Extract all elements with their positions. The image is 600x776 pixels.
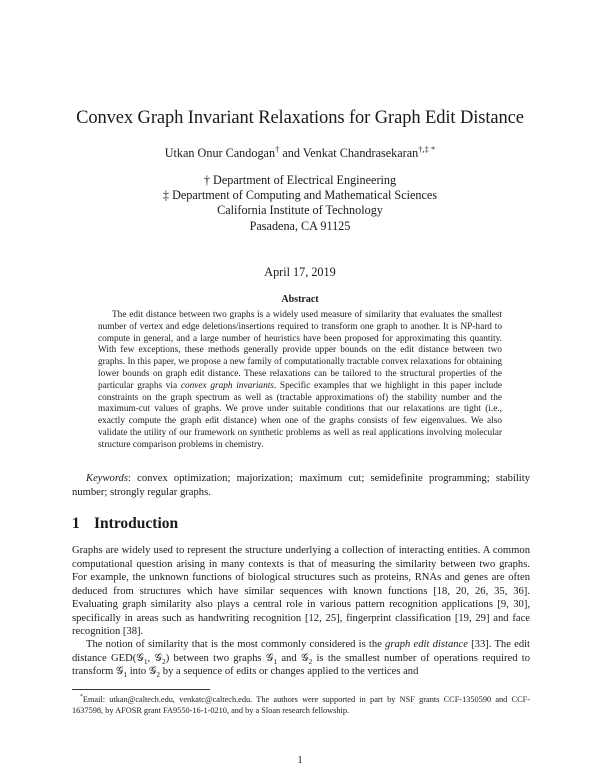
keywords-text: : convex optimization; majorization; maximum cut; semidefinite programming; stability number; strongly regular graphs.	[72, 473, 530, 498]
para2-emphasis: graph edit distance	[385, 639, 468, 650]
author-2-mark: †,‡ *	[418, 143, 436, 154]
footnote	[72, 694, 530, 716]
abstract-heading: Abstract	[281, 294, 319, 305]
para2-text: into 𝒢	[127, 666, 157, 677]
abstract-emphasis: convex graph invariants	[180, 380, 274, 391]
section-heading	[72, 515, 178, 533]
para2-text: ) between two graphs 𝒢	[165, 652, 274, 664]
affiliation-line: † Department of Electrical Engineering	[203, 173, 397, 187]
keywords-label: Keywords	[86, 473, 128, 484]
para2-text: by a sequence of edits or changes applied to the vertices and	[160, 666, 419, 677]
subscript: 2	[308, 656, 313, 666]
abstract-text	[98, 310, 502, 452]
footnote-mark: *	[80, 694, 83, 701]
para2-text: is the smallest number of operations required to transform 𝒢	[72, 652, 531, 677]
page-number: 1	[297, 755, 303, 766]
author-1-mark: †	[275, 143, 280, 154]
affiliation-line: ‡ Department of Computing and Mathematical Sciences	[162, 188, 438, 203]
footnote-divider	[72, 689, 210, 690]
keywords	[72, 472, 530, 499]
author-line	[0, 143, 600, 161]
author-2: Venkat Chandrasekaran	[302, 146, 419, 160]
author-1: Utkan Onur Candogan	[164, 146, 276, 160]
abstract-part-2: . Specific examples that we highlight in this paper include constraints on the graph spectrum as well as (tractable approximations of) the stability number and the maximum-cut values of graphs. We prove under suitable conditions that our relaxations are tight (i.e., exactly compute the graph edit distance) when one of the graphs consists of few eigenvalues. We also validate the utility of our framework on synthetic problems as well as real applications involving molecular structure comparison problems in chemistry.	[98, 380, 503, 450]
subscript: 1	[273, 656, 278, 666]
para2-text: , 𝒢	[147, 652, 163, 664]
paper-title: Convex Graph Invariant Relaxations for Graph Edit Distance	[76, 108, 524, 128]
section-number: 1	[72, 515, 80, 532]
subscript: 2	[156, 670, 161, 680]
para2-text: [33]. The edit distance GED(𝒢	[72, 639, 531, 664]
para2-text: The notion of similarity that is the most commonly considered is the	[86, 639, 386, 650]
intro-paragraph-2	[72, 638, 530, 679]
subscript: 1	[143, 656, 148, 666]
footnote-text: Email: utkan@caltech.edu, venkatc@caltech.edu. The authors were supported in part by NSF grants CCF-1350590 and CCF-1637598, by AFOSR grant FA9550-16-1-0210, and by a Sloan research fellowship.	[72, 695, 530, 715]
intro-paragraph-1: Graphs are widely used to represent the structure underlying a collection of interacting entities. A common computational question arising in many contexts is that of measuring the similarity between two graphs. For example, the unknown functions of biological structures such as proteins, RNAs and genes are often deduced from structures which have similar sequences with known functions [18, 20, 26, 35, 36]. Evaluating graph similarity also plays a central role in various pattern recognition applications [9, 30], specifically in areas such as handwriting recognition [12, 25], fingerprint classification [19, 29] and face recognition [38].	[72, 545, 530, 637]
affiliation-line: California Institute of Technology	[217, 203, 383, 218]
affiliation-line: Pasadena, CA 91125	[249, 218, 351, 233]
subscript: 2	[162, 656, 166, 666]
subscript: 1	[123, 670, 128, 680]
section-title: Introduction	[94, 515, 179, 532]
para2-text: and 𝒢	[277, 652, 309, 664]
abstract-part-1: The edit distance between two graphs is a widely used measure of similarity that evaluates the smallest number of vertex and edge deletions/insertions required to transform one graph to another. It is NP-hard to compute in general, and a large number of heuristics have been proposed for approximating this quantity. With few exceptions, these methods generally provide upper bounds on the edit distance between two graphs. In this paper, we propose a new family of computationally tractable convex relaxations for obtaining lower bounds on graph edit distance. These relaxations can be tailored to the structural properties of the particular graphs via	[98, 310, 502, 391]
affiliations	[0, 173, 600, 234]
author-conjunction: and	[282, 146, 300, 160]
paper-date: April 17, 2019	[264, 265, 336, 279]
